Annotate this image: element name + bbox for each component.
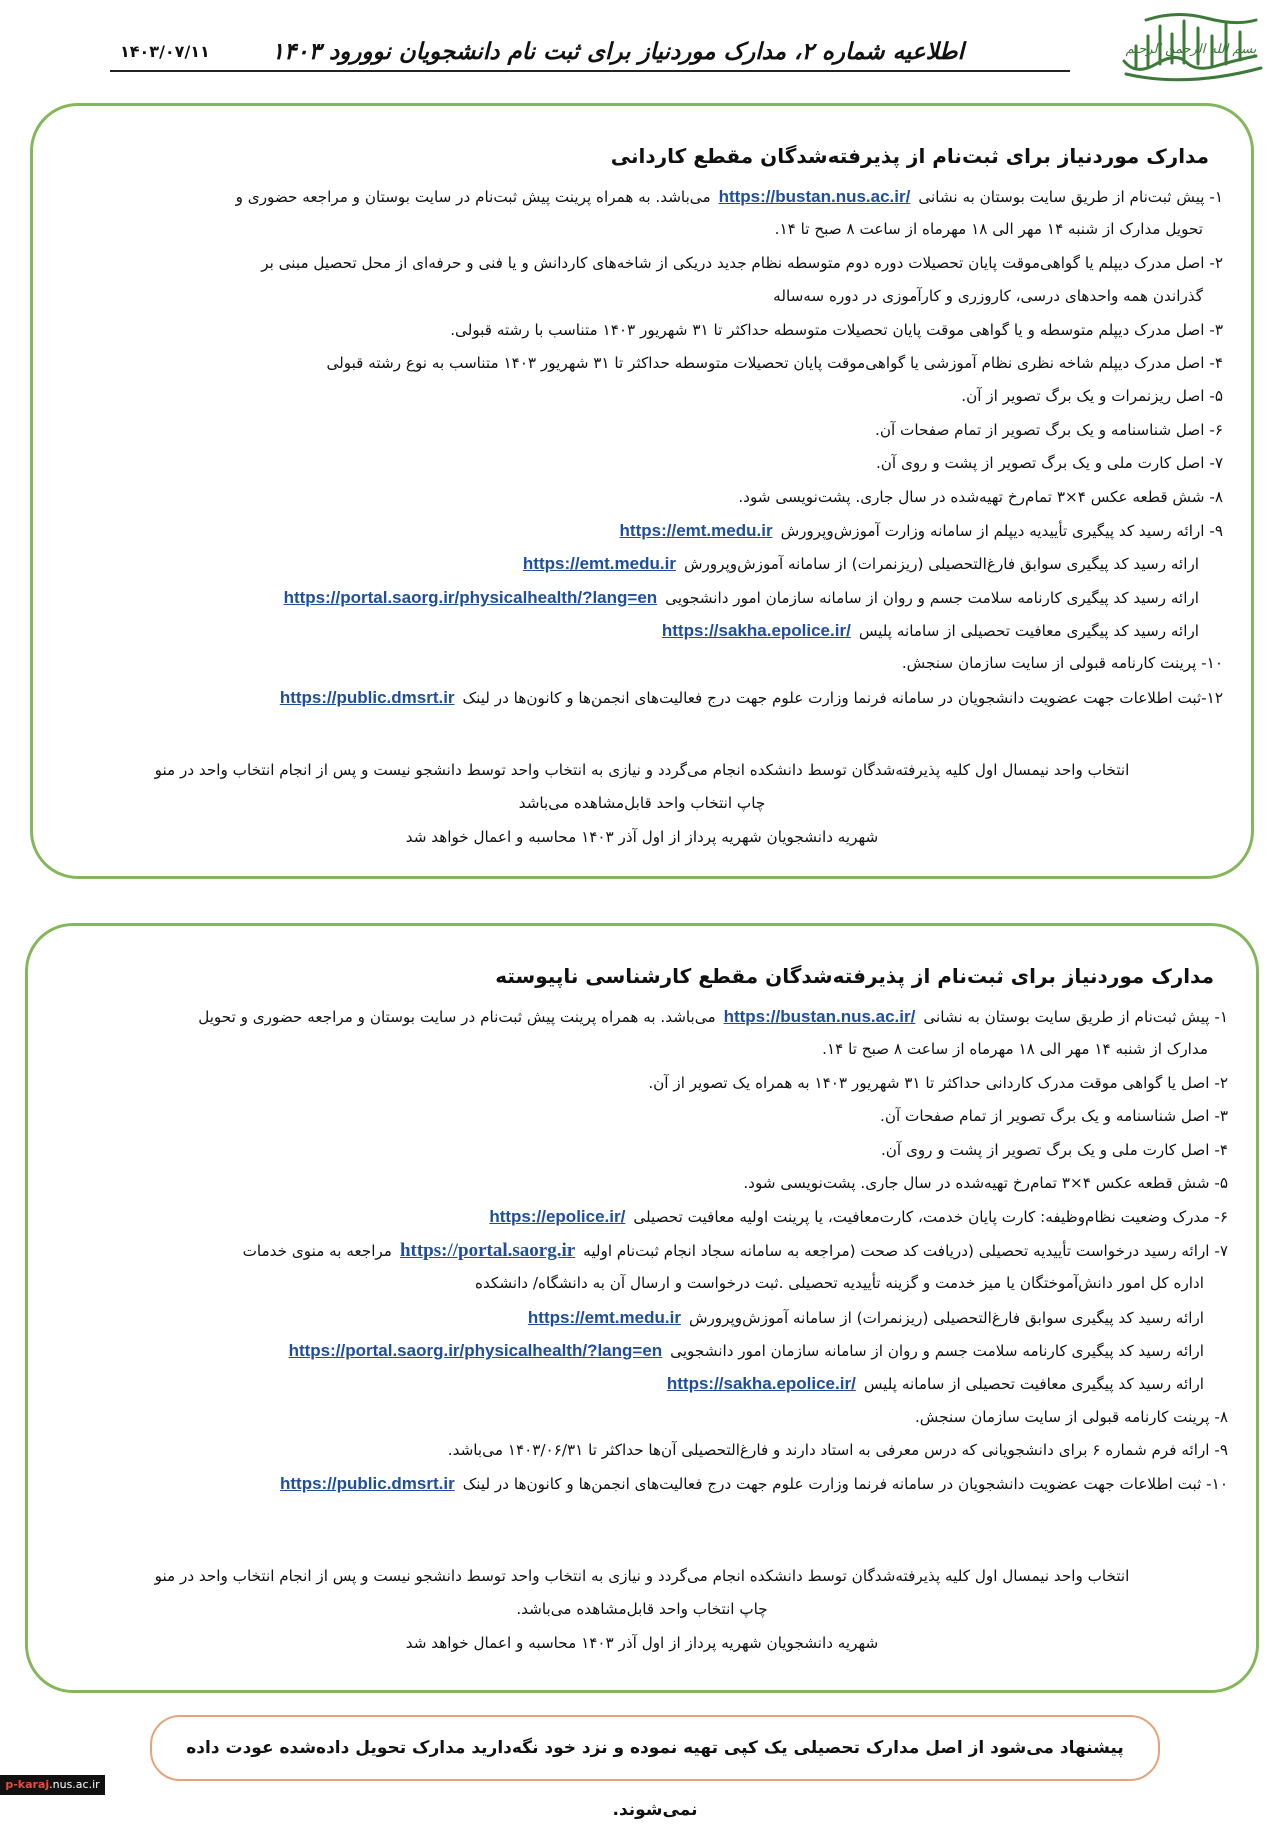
list-item xyxy=(53,314,1223,347)
list-item xyxy=(53,247,1223,280)
list-item-text: ۵- شش قطعه عکس ۴×۳ تمام‌رخ تهیه‌شده در سال جاری. پشت‌نویسی شود. xyxy=(743,1173,1228,1192)
list-item-text: ۶- مدرک وضعیت نظام‌وظیفه: کارت پایان خدمت، کارت‌معافیت، یا پرینت اولیه معافیت تحصیلی xyxy=(633,1208,1228,1227)
list-item-text: ۱۰- پرینت کارنامه قبولی از سایت سازمان سنجش. xyxy=(901,654,1223,673)
list-item-text: ۱۰- ثبت اطلاعات جهت عضویت دانشجویان در سامانه فرنما وزارت علوم جهت درج فعالیت‌های انجمن‌ها و کانون‌ها در لینک xyxy=(462,1475,1228,1494)
url-link[interactable]: https://emt.medu.ir xyxy=(527,1307,681,1327)
list-item-text: ۴- اصل کارت ملی و یک برگ تصویر از پشت و روی آن. xyxy=(880,1140,1228,1159)
note-line: انتخاب واحد نیمسال اول کلیه پذیرفته‌شدگان توسط دانشکده انجام می‌گردد و نیازی به انتخاب واحد توسط دانشجو نیست و پس از انجام انتخاب واحد در منو xyxy=(154,1567,1130,1585)
svg-text:بسم الله الرحمن الرحیم: بسم الله الرحمن الرحیم xyxy=(1125,42,1257,57)
url-link[interactable]: https://portal.saorg.ir xyxy=(399,1239,576,1261)
section-notes xyxy=(57,754,1227,854)
url-link[interactable]: https://portal.saorg.ir/physicalhealth/?lang=en xyxy=(288,1340,663,1360)
list-item-text-continued: می‌باشد. به همراه پرینت پیش ثبت‌نام در سایت بوستان و مراجعه حضوری و تحویل xyxy=(198,1008,716,1026)
page-header xyxy=(0,0,1284,90)
section-karshenasi xyxy=(25,923,1259,1693)
list-item xyxy=(48,1301,1228,1334)
list-item-text-continued: می‌باشد. به همراه پرینت پیش ثبت‌نام در سایت بوستان و مراجعه حضوری و xyxy=(235,188,711,206)
list-item xyxy=(53,380,1223,413)
list-item xyxy=(53,280,1223,313)
note-line: چاپ انتخاب واحد قابل‌مشاهده می‌باشد xyxy=(518,794,766,813)
list-item-text: ارائه رسید کد پیگیری معافیت تحصیلی از سامانه پلیس xyxy=(858,622,1199,641)
note-line: چاپ انتخاب واحد قابل‌مشاهده می‌باشد. xyxy=(516,1600,768,1619)
url-link[interactable]: https://epolice.ir/ xyxy=(489,1207,626,1227)
list-item xyxy=(48,1267,1228,1300)
site-badge[interactable] xyxy=(0,1775,105,1795)
note-line: شهریه دانشجویان شهریه پرداز از اول آذر ۱۴۰۳ محاسبه و اعمال خواهد شد xyxy=(405,1633,879,1652)
announcement-title: اطلاعیه شماره ۲، مدارک موردنیاز برای ثبت نام دانشجویان نوورود ۱۴۰۳ xyxy=(271,38,964,65)
list-item xyxy=(53,614,1223,647)
list-item-text: اداره کل امور دانش‌آموختگان یا میز خدمت و گزینه تأییدیه تحصیلی .ثبت درخواست و ارسال آن به دانشگاه/ دانشکده xyxy=(475,1274,1204,1293)
list-item-text: ۵- اصل ریزنمرات و یک برگ تصویر از آن. xyxy=(961,387,1223,406)
list-item xyxy=(53,581,1223,614)
section-title: مدارک موردنیاز برای ثبت‌نام از پذیرفته‌شدگان مقطع کاردانی xyxy=(610,144,1209,168)
url-link[interactable]: https://bustan.nus.ac.ir/ xyxy=(718,187,911,206)
list-item-text: ۷- ارائه رسید درخواست تأییدیه تحصیلی (دریافت کد صحت (مراجعه به سامانه سجاد انجام ثبت‌نام اولیه xyxy=(583,1241,1228,1260)
footer-notice xyxy=(150,1715,1160,1820)
bismillah-calligraphy-logo xyxy=(1116,6,1266,86)
list-item xyxy=(53,514,1223,547)
url-link[interactable]: https://sakha.epolice.ir/ xyxy=(666,1374,856,1394)
list-item-text: مدارک از شنبه ۱۴ مهر الی ۱۸ مهرماه از ساعت ۸ صبح تا ۱۴. xyxy=(822,1040,1208,1059)
list-item-text: ۷- اصل کارت ملی و یک برگ تصویر از پشت و روی آن. xyxy=(875,454,1223,473)
requirements-list xyxy=(48,1000,1228,1501)
list-item-text: ۲- اصل یا گواهی موقت مدرک کاردانی حداکثر تا ۳۱ شهریور ۱۴۰۳ به همراه یک تصویر از آن. xyxy=(648,1073,1228,1092)
note-line: شهریه دانشجویان شهریه پرداز از اول آذر ۱۴۰۳ محاسبه و اعمال خواهد شد xyxy=(405,827,879,846)
site-badge-domain: .nus.ac.ir xyxy=(49,1778,100,1791)
url-link[interactable]: https://bustan.nus.ac.ir/ xyxy=(723,1007,916,1026)
list-item-text: ارائه رسید کد پیگیری سوابق فارغ‌التحصیلی (ریزنمرات) از سامانه آموزش‌وپرورش xyxy=(683,555,1199,574)
list-item-text: ۱۲-ثبت اطلاعات جهت عضویت دانشجویان در سامانه فرنما وزارت علوم جهت درج فعالیت‌های انجمن‌ها و کانون‌ها در لینک xyxy=(462,688,1223,707)
list-item xyxy=(48,1467,1228,1500)
url-link[interactable]: https://sakha.epolice.ir/ xyxy=(661,621,851,641)
section-title: مدارک موردنیاز برای ثبت‌نام از پذیرفته‌شدگان مقطع کارشناسی ناپیوسته xyxy=(495,964,1214,988)
list-item xyxy=(48,1334,1228,1367)
site-badge-prefix: p-karaj xyxy=(5,1778,50,1791)
list-item-text: ۶- اصل شناسنامه و یک برگ تصویر از تمام صفحات آن. xyxy=(875,420,1223,439)
url-link[interactable]: https://public.dmsrt.ir xyxy=(279,687,455,707)
header-divider xyxy=(110,70,1070,72)
list-item xyxy=(48,1434,1228,1467)
list-item-text: تحویل مدارک از شنبه ۱۴ مهر الی ۱۸ مهرماه از ساعت ۸ صبح تا ۱۴. xyxy=(774,220,1203,239)
requirements-list xyxy=(53,180,1223,714)
list-item xyxy=(53,347,1223,380)
list-item xyxy=(48,1200,1228,1233)
footer-notice-text: پیشنهاد می‌شود از اصل مدارک تحصیلی یک کپی تهیه نموده و نزد خود نگه‌دارید مدارک تحویل داده‌شده عودت داده نمی‌شوند. xyxy=(186,1738,1124,1820)
list-item xyxy=(48,1100,1228,1133)
list-item-text-continued: مراجعه به منوی خدمات xyxy=(242,1241,392,1260)
list-item xyxy=(53,647,1223,680)
list-item-text: ارائه رسید کد پیگیری کارنامه سلامت جسم و روان از سامانه سازمان امور دانشجویی xyxy=(665,588,1199,607)
list-item xyxy=(53,213,1223,246)
note-line: انتخاب واحد نیمسال اول کلیه پذیرفته‌شدگان توسط دانشکده انجام می‌گردد و نیازی به انتخاب واحد توسط دانشجو نیست و پس از انجام انتخاب واحد در منو xyxy=(154,761,1130,779)
list-item-text: ۳- اصل شناسنامه و یک برگ تصویر از تمام صفحات آن. xyxy=(880,1107,1228,1126)
url-link[interactable]: https://portal.saorg.ir/physicalhealth/?lang=en xyxy=(283,587,658,607)
list-item xyxy=(53,180,1223,213)
list-item xyxy=(48,1167,1228,1200)
list-item-text: ۳- اصل مدرک دیپلم متوسطه و یا گواهی موقت پایان تحصیلات متوسطه حداکثر تا ۳۱ شهریور ۱۴۰۳ متناسب با رشته قبولی. xyxy=(450,320,1223,339)
list-item xyxy=(53,681,1223,714)
url-link[interactable]: https://emt.medu.ir xyxy=(522,554,676,574)
url-link[interactable]: https://public.dmsrt.ir xyxy=(279,1474,455,1494)
list-item-text: ۲- اصل مدرک دیپلم یا گواهی‌موقت پایان تحصیلات دوره دوم متوسطه نظام جدید دریکی از شاخه‌های کاردانش و یا فنی و حرفه‌ای از محل تحصیل مبنی بر xyxy=(261,253,1223,272)
list-item xyxy=(48,1367,1228,1400)
list-item-text: ۱- پیش ثبت‌نام از طریق سایت بوستان به نشانی xyxy=(918,188,1223,206)
list-item-text: ۱- پیش ثبت‌نام از طریق سایت بوستان به نشانی xyxy=(923,1008,1228,1026)
list-item xyxy=(53,447,1223,480)
list-item-text: ۸- پرینت کارنامه قبولی از سایت سازمان سنجش. xyxy=(914,1407,1228,1426)
list-item-text: ۸- شش قطعه عکس ۴×۳ تمام‌رخ تهیه‌شده در سال جاری. پشت‌نویسی شود. xyxy=(738,487,1223,506)
list-item xyxy=(48,1401,1228,1434)
list-item xyxy=(53,481,1223,514)
list-item-text: ارائه رسید کد پیگیری کارنامه سلامت جسم و روان از سامانه سازمان امور دانشجویی xyxy=(670,1341,1204,1360)
section-notes xyxy=(52,1560,1232,1660)
list-item-text: گذراندن همه واحدهای درسی، کاروزری و کارآموزی در دوره سه‌ساله xyxy=(773,287,1203,306)
list-item xyxy=(53,414,1223,447)
list-item xyxy=(48,1033,1228,1066)
list-item-text: ارائه رسید کد پیگیری معافیت تحصیلی از سامانه پلیس xyxy=(863,1375,1204,1394)
list-item-text: ۴- اصل مدرک دیپلم شاخه نظری نظام آموزشی یا گواهی‌موقت پایان تحصیلات متوسطه حداکثر تا ۳۱ شهریور ۱۴۰۳ متناسب به نوع رشته قبولی xyxy=(326,353,1223,372)
list-item-text: ۹- ارائه فرم شماره ۶ برای دانشجویانی که درس معرفی به استاد دارند و فارغ‌التحصیلی آن‌ها حداکثر تا ۱۴۰۳/۰۶/۳۱ می‌باشد. xyxy=(447,1441,1228,1460)
list-item-text: ۹- ارائه رسید کد پیگیری تأییدیه دیپلم از سامانه وزارت آموزش‌وپرورش xyxy=(780,521,1223,540)
section-kardani xyxy=(30,103,1254,879)
list-item xyxy=(48,1000,1228,1033)
list-item-text: ارائه رسید کد پیگیری سوابق فارغ‌التحصیلی (ریزنمرات) از سامانه آموزش‌وپرورش xyxy=(688,1308,1204,1327)
list-item xyxy=(48,1134,1228,1167)
list-item xyxy=(48,1234,1228,1267)
announcement-date: ۱۴۰۳/۰۷/۱۱ xyxy=(120,42,210,61)
list-item xyxy=(53,547,1223,580)
list-item xyxy=(48,1067,1228,1100)
url-link[interactable]: https://emt.medu.ir xyxy=(619,520,773,540)
